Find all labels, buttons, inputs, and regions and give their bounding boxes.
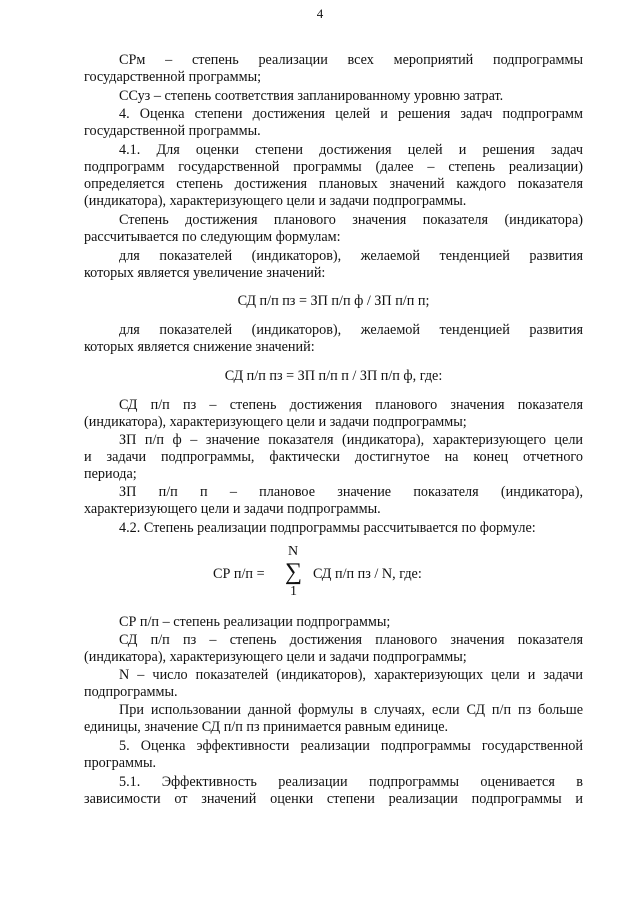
sum-upper-limit: N bbox=[288, 544, 299, 559]
text-line: зависимости от значений оценки степени реализации подпрограммы и bbox=[84, 791, 583, 807]
section-heading: государственной программы. bbox=[84, 123, 261, 139]
text-line: ССуз – степень соответствия запланированному уровню затрат. bbox=[119, 88, 504, 104]
formula-increase: СД п/п пз = ЗП п/п ф / ЗП п/п п; bbox=[237, 293, 430, 309]
text-line: Степень достижения планового значения показателя (индикатора) bbox=[119, 212, 583, 228]
formula-sum-rhs: СД п/п пз / N, где: bbox=[313, 566, 422, 582]
text-line: При использовании данной формулы в случаях, если СД п/п пз больше bbox=[119, 702, 583, 718]
text-line: (индикатора), характеризующего цели и задачи подпрограммы. bbox=[84, 193, 467, 209]
text-line: 4.1. Для оценки степени достижения целей и решения задач bbox=[119, 142, 583, 158]
text-line: для показателей (индикаторов), желаемой тенденцией развития bbox=[119, 322, 583, 338]
text-line: определяется степень достижения плановых значений каждого показателя bbox=[84, 176, 583, 192]
formula-decrease: СД п/п пз = ЗП п/п п / ЗП п/п ф, где: bbox=[224, 368, 443, 384]
text-line: подпрограмм государственной программы (далее – степень реализации) bbox=[84, 159, 583, 175]
text-line: СД п/п пз – степень достижения планового значения показателя bbox=[119, 632, 583, 648]
sum-symbol: ∑ bbox=[285, 559, 303, 585]
text-line: рассчитывается по следующим формулам: bbox=[84, 229, 341, 245]
text-line: периода; bbox=[84, 466, 137, 482]
text-line: которых является увеличение значений: bbox=[84, 265, 326, 281]
text-line: СД п/п пз – степень достижения планового значения показателя bbox=[119, 397, 583, 413]
text-line: СРм – степень реализации всех мероприятий подпрограммы bbox=[119, 52, 583, 68]
text-line: характеризующего цели и задачи подпрограммы. bbox=[84, 501, 381, 517]
section-heading: программы. bbox=[84, 755, 157, 771]
text-line: и задачи подпрограммы, фактически достигнутое на конец отчетного bbox=[84, 449, 583, 465]
text-line: 4.2. Степень реализации подпрограммы рассчитывается по формуле: bbox=[119, 520, 536, 536]
page-number: 4 bbox=[316, 6, 324, 21]
text-line: которых является снижение значений: bbox=[84, 339, 315, 355]
text-line: ЗП п/п п – плановое значение показателя (индикатора), bbox=[119, 484, 583, 500]
text-line: государственной программы; bbox=[84, 69, 262, 85]
section-heading: 5. Оценка эффективности реализации подпрограммы государственной bbox=[119, 738, 583, 754]
text-line: 5.1. Эффективность реализации подпрограммы оценивается в bbox=[119, 774, 583, 790]
section-heading: 4. Оценка степени достижения целей и решения задач подпрограмм bbox=[119, 106, 583, 122]
sum-lower-limit: 1 bbox=[290, 584, 297, 599]
text-line: СР п/п – степень реализации подпрограммы; bbox=[119, 614, 391, 630]
text-line: единицы, значение СД п/п пз принимается равным единице. bbox=[84, 719, 449, 735]
formula-sum-lhs: СР п/п = bbox=[213, 566, 265, 582]
text-line: (индикатора), характеризующего цели и задачи подпрограммы; bbox=[84, 414, 467, 430]
text-line: ЗП п/п ф – значение показателя (индикатора), характеризующего цели bbox=[119, 432, 583, 448]
text-line: N – число показателей (индикаторов), характеризующих цели и задачи bbox=[119, 667, 583, 683]
text-line: для показателей (индикаторов), желаемой тенденцией развития bbox=[119, 248, 583, 264]
text-line: подпрограммы. bbox=[84, 684, 178, 700]
text-line: (индикатора), характеризующего цели и задачи подпрограммы; bbox=[84, 649, 467, 665]
